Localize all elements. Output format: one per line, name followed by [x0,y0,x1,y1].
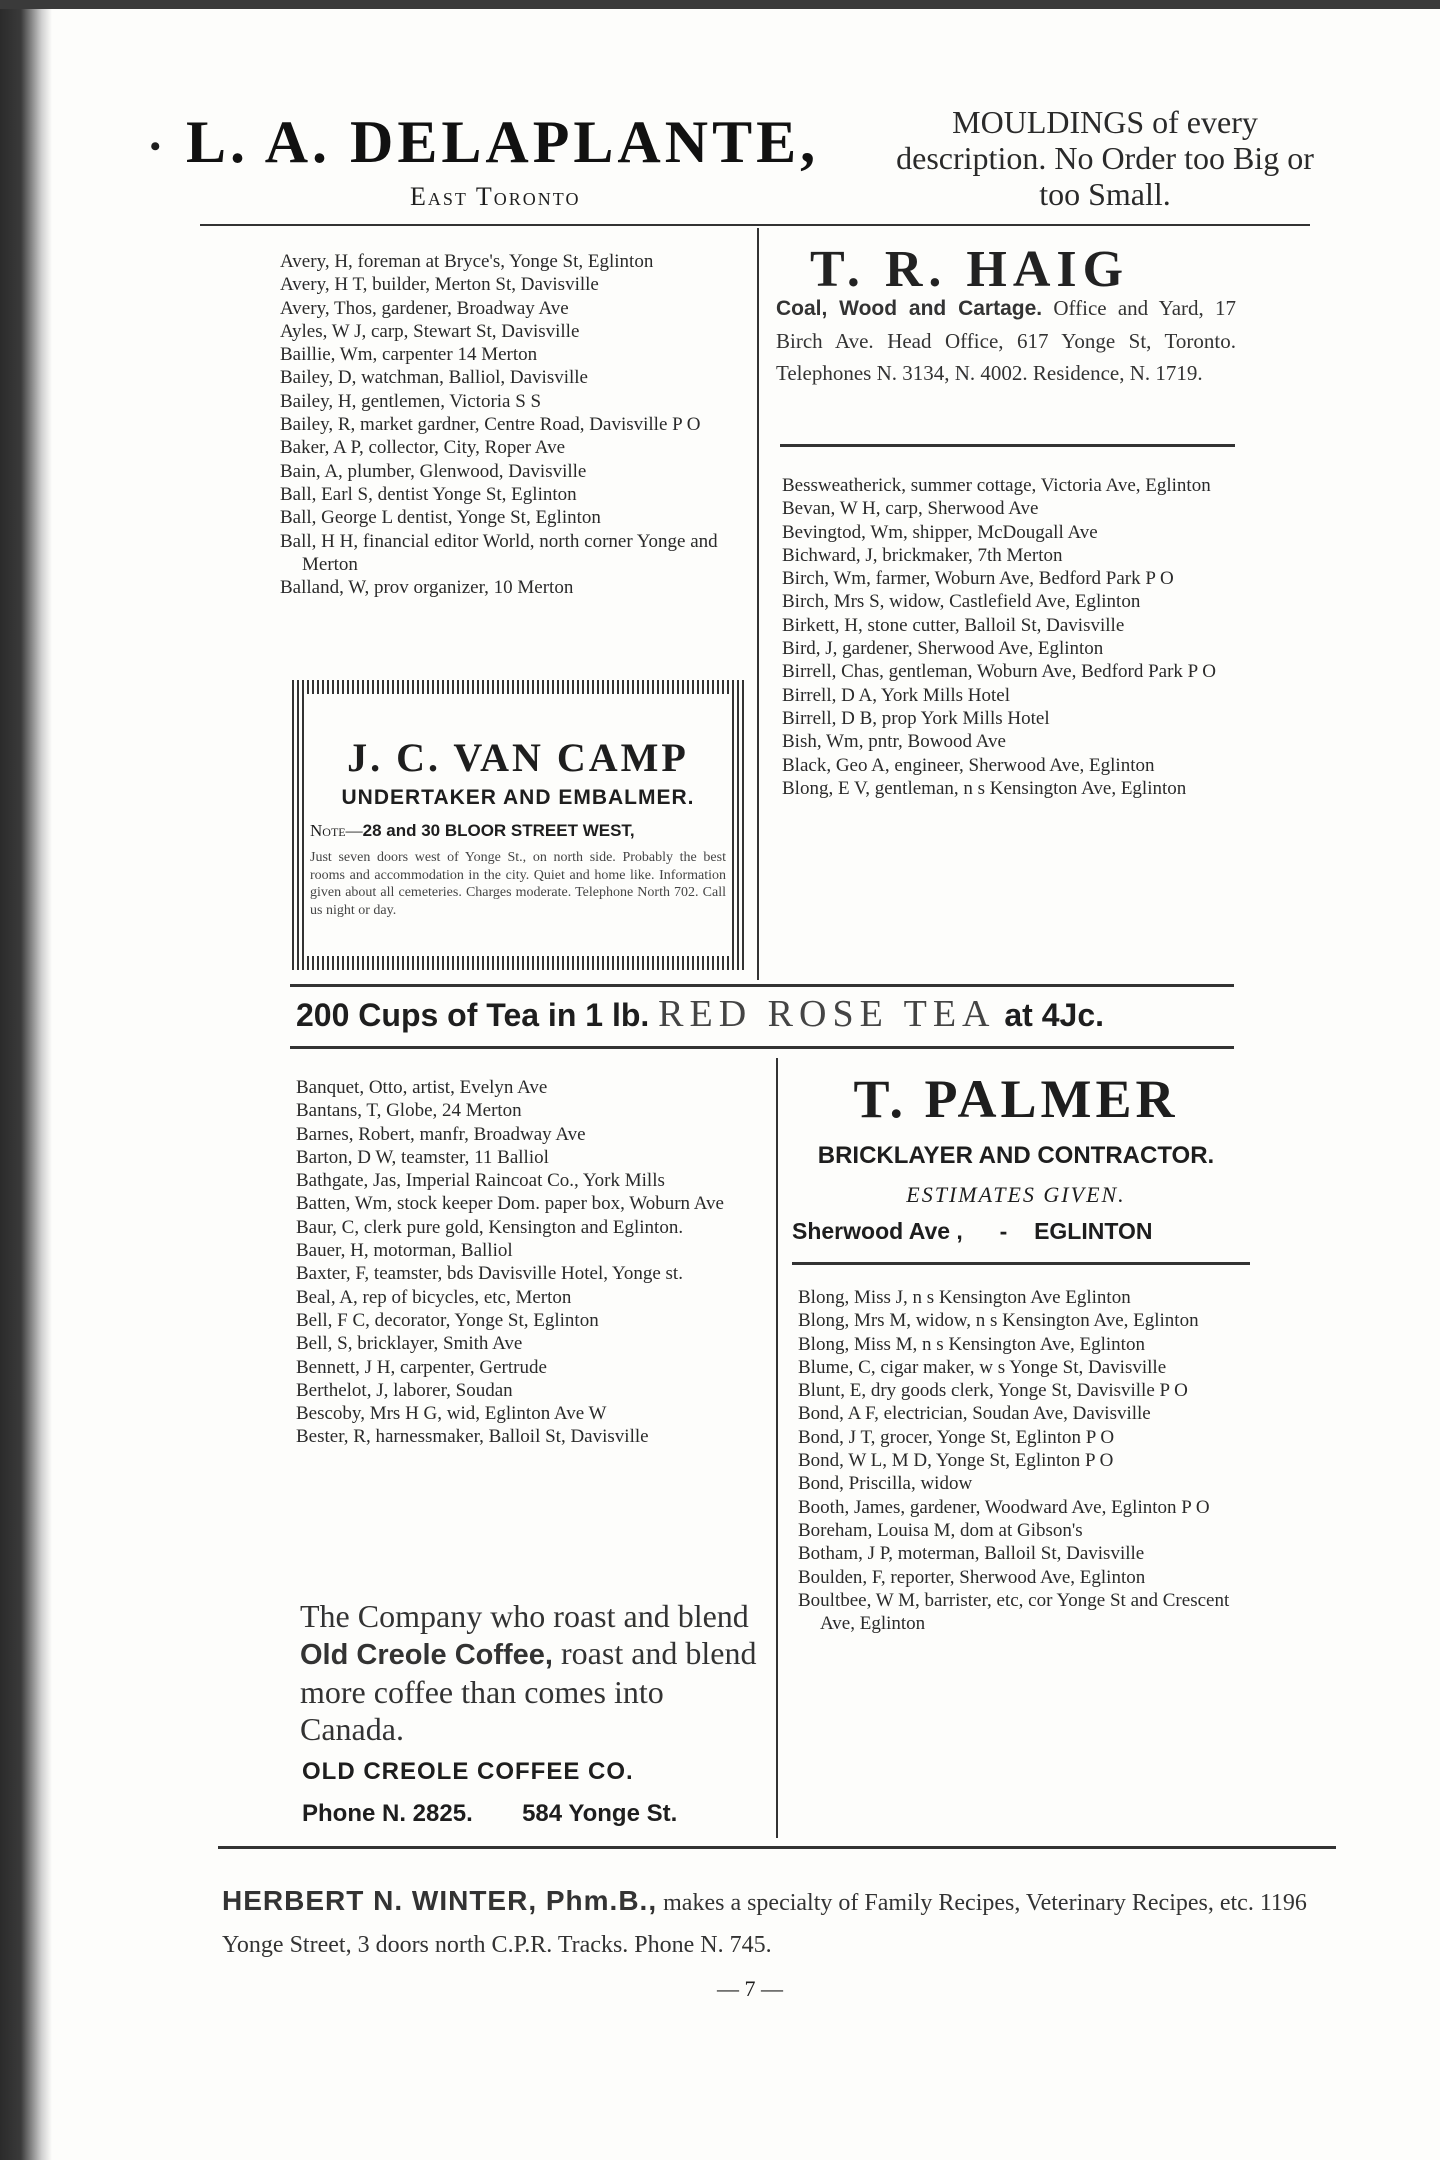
directory-entry: Bennett, J H, carpenter, Gertrude [296,1356,547,1378]
tea-banner [296,992,1246,1036]
column-divider-top [757,228,759,980]
palmer-address [792,1218,1252,1245]
directory-entry: Balland, W, prov organizer, 10 Merton [280,577,574,599]
palmer-rule [792,1262,1250,1265]
haig-name: T. R. HAIG [810,241,1130,298]
delaplante-location: East Toronto [410,182,581,211]
tea-rule-top [290,984,1234,987]
directory-col2-top [782,474,1242,800]
van-camp-note-label: Note— [310,821,363,840]
footer-rule [218,1846,1336,1849]
palmer-estimates: ESTIMATES GIVEN. [906,1182,1126,1207]
directory-entry: Bichward, J, brickmaker, 7th Merton [782,544,1063,566]
directory-entry: Baker, A P, collector, City, Roper Ave [280,437,566,459]
van-camp-note [310,821,726,841]
haig-details: Office and Yard, 17 Birch Ave. Head Office, 617 Yonge St, Toronto. Telephones N. 3134, N. 4002. Residence, N. 1719. [776,296,1237,385]
directory-entry: Ayles, W J, carp, Stewart St, Davisville [280,320,580,342]
creole-text-after: roast and blend more coffee than comes into Canada. [300,1635,757,1747]
tea-brand: RED ROSE TEA [658,993,996,1035]
creole-company: OLD CREOLE COFFEE CO. [302,1758,634,1785]
directory-entry: Botham, J P, moterman, Balloil St, Davisville [798,1543,1145,1565]
directory-entry: Bailey, D, watchman, Balliol, Davisville [280,367,588,389]
tea-lead: 200 Cups of Tea in 1 lb. [296,997,650,1033]
directory-entry: Batten, Wm, stock keeper Dom. paper box, Woburn Ave [296,1193,724,1215]
palmer-street: Sherwood Ave , [792,1218,963,1244]
directory-entry: Ball, H H, financial editor World, north corner Yonge and Merton [280,530,718,575]
directory-entry: Birrell, D A, York Mills Hotel [782,684,1011,706]
column-divider-bottom [776,1058,778,1838]
directory-entry: Barnes, Robert, manfr, Broadway Ave [296,1123,586,1145]
directory-entry: Baxter, F, teamster, bds Davisville Hotel, Yonge st. [296,1263,683,1285]
header-bullet: • [150,130,161,163]
directory-col1-bottom [296,1076,756,1449]
van-camp-name: J. C. VAN CAMP [347,735,689,780]
creole-brand: Old Creole Coffee, [300,1639,553,1671]
page-number: — 7 — [717,1976,783,2001]
directory-entry: Avery, Thos, gardener, Broadway Ave [280,297,569,319]
directory-entry: Bailey, H, gentlemen, Victoria S S [280,390,542,412]
directory-entry: Boreham, Louisa M, dom at Gibson's [798,1519,1083,1541]
haig-body [776,292,1236,389]
directory-entry: Bester, R, harnessmaker, Balloil St, Davisville [296,1426,649,1448]
directory-entry: Boultbee, W M, barrister, etc, cor Yonge St and Crescent Ave, Eglinton [798,1589,1230,1635]
directory-entry: Bond, A F, electrician, Soudan Ave, Davisville [798,1403,1151,1425]
directory-entry: Bond, Priscilla, widow [798,1473,973,1495]
creole-address: 584 Yonge St. [522,1800,678,1827]
binding-edge [0,0,52,2160]
directory-entry: Avery, H T, builder, Merton St, Davisville [280,274,599,296]
directory-entry: Avery, H, foreman at Bryce's, Yonge St, Eglinton [280,251,654,272]
creole-text-before: The Company who roast and blend [300,1598,749,1634]
directory-entry: Bond, J T, grocer, Yonge St, Eglinton P O [798,1426,1115,1448]
van-camp-trade: UNDERTAKER AND EMBALMER. [341,786,695,809]
directory-entry: Boulden, F, reporter, Sherwood Ave, Eglinton [798,1566,1146,1588]
directory-entry: Bevan, W H, carp, Sherwood Ave [782,498,1039,520]
creole-contact [302,1800,762,1828]
directory-entry: Birrell, D B, prop York Mills Hotel [782,707,1050,729]
directory-entry: Birch, Mrs S, widow, Castlefield Ave, Eglinton [782,591,1141,613]
palmer-trade: BRICKLAYER AND CONTRACTOR. [817,1142,1215,1169]
winter-text: makes a specialty of Family Recipes, Veterinary Recipes, etc. 1196 Yonge Street, 3 doors north C.P.R. Tracks. Phone N. 745. [222,1890,1307,1958]
directory-entry: Blunt, E, dry goods clerk, Yonge St, Davisville P O [798,1380,1188,1402]
directory-entry: Berthelot, J, laborer, Soudan [296,1379,513,1401]
directory-entry: Booth, James, gardener, Woodward Ave, Eglinton P O [798,1496,1210,1518]
directory-entry: Bell, S, bricklayer, Smith Ave [296,1333,523,1355]
delaplante-name: L. A. DELAPLANTE, [186,109,820,175]
directory-entry: Blong, Miss J, n s Kensington Ave Eglinton [798,1287,1131,1308]
creole-phone: Phone N. 2825. [302,1800,473,1827]
directory-entry: Bond, W L, M D, Yonge St, Eglinton P O [798,1450,1114,1472]
directory-entry: Ball, George L dentist, Yonge St, Eglinton [280,507,601,529]
tea-rule-bottom [290,1046,1234,1049]
directory-entry: Birkett, H, stone cutter, Balloil St, Davisville [782,614,1125,636]
header-rule [200,224,1310,226]
directory-entry: Baur, C, clerk pure gold, Kensington and Eglinton. [296,1216,684,1238]
palmer-separator: - [999,1218,1008,1244]
directory-entry: Black, Geo A, engineer, Sherwood Ave, Eglinton [782,754,1155,776]
creole-coffee-ad [300,1598,760,1748]
directory-entry: Barton, D W, teamster, 11 Balliol [296,1146,549,1168]
directory-entry: Birch, Wm, farmer, Woburn Ave, Bedford Park P O [782,568,1174,590]
tea-price: at 4Jc. [1004,997,1104,1033]
directory-col1-top [280,250,740,599]
directory-entry: Blong, Mrs M, widow, n s Kensington Ave, Eglinton [798,1310,1199,1332]
palmer-name: T. PALMER [853,1069,1179,1129]
directory-entry: Bailey, R, market gardner, Centre Road, Davisville P O [280,414,701,436]
directory-entry: Ball, Earl S, dentist Yonge St, Eglinton [280,483,577,505]
haig-business: Coal, Wood and Cartage. [776,297,1043,320]
directory-entry: Bessweatherick, summer cottage, Victoria Ave, Eglinton [782,475,1211,496]
directory-entry: Bish, Wm, pntr, Bowood Ave [782,731,1006,753]
winter-ad [222,1880,1342,1966]
directory-entry: Banquet, Otto, artist, Evelyn Ave [296,1077,548,1098]
van-camp-address: 28 and 30 BLOOR STREET WEST, [362,821,635,840]
van-camp-ad [292,680,744,970]
palmer-town: EGLINTON [1034,1218,1153,1244]
directory-entry: Baillie, Wm, carpenter 14 Merton [280,344,538,366]
winter-name: HERBERT N. WINTER, Phm.B., [222,1885,658,1916]
directory-entry: Birrell, Chas, gentleman, Woburn Ave, Bedford Park P O [782,661,1216,683]
directory-entry: Bescoby, Mrs H G, wid, Eglinton Ave W [296,1403,607,1425]
directory-entry: Bird, J, gardener, Sherwood Ave, Eglinton [782,638,1104,660]
directory-entry: Blume, C, cigar maker, w s Yonge St, Davisville [798,1356,1167,1378]
directory-entry: Beal, A, rep of bicycles, etc, Merton [296,1286,572,1308]
directory-entry: Bell, F C, decorator, Yonge St, Eglinton [296,1309,599,1331]
top-edge [0,0,1440,9]
mouldings-ad: MOULDINGS of every description. No Order too Big or too Small. [896,104,1314,212]
directory-col2-bottom [798,1286,1258,1635]
van-camp-body: Just seven doors west of Yonge St., on north side. Probably the best rooms and accommodation in the city. Quiet and home like. Information given about all cemeteries. Charges moderate. Telephone North 702. Call us night or day. [310,850,726,918]
directory-entry: Bevingtod, Wm, shipper, McDougall Ave [782,521,1098,543]
directory-entry: Bathgate, Jas, Imperial Raincoat Co., York Mills [296,1170,665,1192]
directory-entry: Bauer, H, motorman, Balliol [296,1240,513,1262]
haig-rule [780,444,1235,447]
directory-entry: Blong, Miss M, n s Kensington Ave, Eglinton [798,1333,1145,1355]
directory-entry: Blong, E V, gentleman, n s Kensington Ave, Eglinton [782,777,1187,799]
directory-entry: Bantans, T, Globe, 24 Merton [296,1100,522,1122]
directory-entry: Bain, A, plumber, Glenwood, Davisville [280,460,587,482]
